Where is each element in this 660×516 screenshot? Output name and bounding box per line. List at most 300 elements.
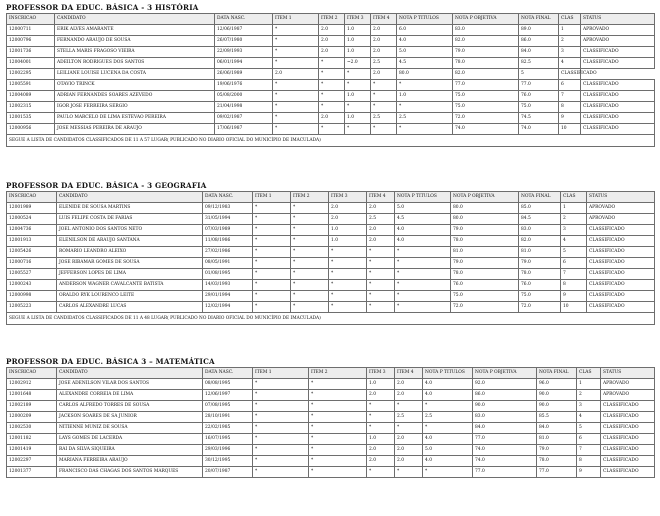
table-cell: 12000796 (7, 36, 55, 47)
table-cell: 2 (577, 390, 601, 401)
table-cell: 8 (559, 102, 581, 113)
table-row (7, 280, 655, 291)
table-cell: 74.0 (453, 124, 519, 135)
table-cell: 12005591 (7, 80, 55, 91)
table-cell: 12000243 (7, 280, 57, 291)
table-cell: 80.0 (397, 69, 453, 80)
table-cell: 75.0 (519, 102, 559, 113)
column-header: ITEM 4 (395, 368, 423, 379)
table-cell: RAI DA SILVA SIQUEIRA (57, 445, 203, 456)
table-cell: 80.0 (451, 203, 519, 214)
table-cell: 3 (561, 225, 587, 236)
column-header: ITEM 4 (371, 14, 397, 25)
table-cell: 1.0 (329, 225, 367, 236)
table-cell: * (253, 214, 291, 225)
continuation-note: SEGUE A LISTA DE CANDIDATOS CLASSIFICADOS DE 11 A 48 LUGAR( PUBLICADO NO DIARIO OFICIAL DO MUNICÍPIO DE IMACULADA) (7, 313, 655, 325)
table-cell: 6 (561, 258, 587, 269)
table-row (7, 269, 655, 280)
table-cell: 2.0 (395, 456, 423, 467)
section-title: PROFESSOR DA EDUC. BÁSICA 3 – MATEMÁTICA (6, 357, 215, 366)
table-cell: ROMARIO LEANDRO ALEIXO (57, 247, 203, 258)
column-header: NOTA P TITULOS (395, 192, 451, 203)
table-cell: JACKSON SOARES DE SA JUNIOR (57, 412, 203, 423)
table-cell: 92.0 (473, 379, 537, 390)
table-cell: 4.5 (395, 214, 451, 225)
table-cell: CLASSIFICADO (581, 113, 655, 124)
table-cell: CLASSIFICADO (581, 80, 655, 91)
table-cell: STELLA MARIS FRAGOSO VIEIRA (55, 47, 215, 58)
table-row (7, 36, 655, 47)
table-cell: 75.0 (519, 291, 561, 302)
table-cell: * (309, 390, 367, 401)
table-cell: APROVADO (587, 214, 655, 225)
table-row (7, 225, 655, 236)
table-cell: JOSE RIBAMAR GOMES DE SOUSA (57, 258, 203, 269)
section-title: PROFESSOR DA EDUC. BÁSICA - 3 HISTÓRIA (6, 3, 199, 12)
table-cell: 12/02/1994 (203, 302, 253, 313)
table-cell: * (253, 291, 291, 302)
table-cell: 77.0 (473, 467, 537, 478)
table-cell: * (309, 379, 367, 390)
table-cell: * (345, 124, 371, 135)
table-cell: * (371, 124, 397, 135)
table-cell: 11/08/1986 (203, 236, 253, 247)
table-cell: * (253, 236, 291, 247)
table-cell: CLASSIFICADO (601, 456, 655, 467)
table-row (7, 456, 655, 467)
table-cell: CLASSIFICADO (601, 401, 655, 412)
table-cell: 78.0 (519, 269, 561, 280)
table-cell: * (309, 423, 367, 434)
table-cell: * (273, 113, 319, 124)
table-cell: 12001736 (7, 47, 55, 58)
table-cell: 2.0 (395, 390, 423, 401)
table-cell: 12000716 (7, 258, 57, 269)
table-cell: * (371, 80, 397, 91)
table-cell: 22/02/1985 (203, 423, 253, 434)
table-cell: 2.0 (395, 379, 423, 390)
table-cell: 7 (561, 269, 587, 280)
header-row (7, 14, 655, 25)
table-cell: 28/10/1991 (203, 412, 253, 423)
table-cell: * (371, 91, 397, 102)
table-cell: 86.0 (473, 390, 537, 401)
table-cell: 12004001 (7, 58, 55, 69)
table-cell: 72.0 (453, 113, 519, 124)
table-cell: 29/03/1996 (203, 445, 253, 456)
table-cell: 6 (577, 434, 601, 445)
table-cell: * (273, 25, 319, 36)
table-body (7, 379, 655, 478)
table-cell: APROVADO (581, 25, 655, 36)
table-cell: 2.0 (329, 203, 367, 214)
table-cell: * (253, 434, 309, 445)
table-cell: 08/05/1991 (203, 258, 253, 269)
table-cell: 5.0 (395, 203, 451, 214)
table-cell: JOSE MESSIAS PEREIRA DE ARAUJO (55, 124, 215, 135)
table-cell: CLASSIFICADO (587, 269, 655, 280)
section-matematica (6, 356, 655, 478)
table-cell: 4.0 (395, 236, 451, 247)
table-cell: 78.0 (537, 456, 577, 467)
table-cell: * (253, 379, 309, 390)
table-cell: * (329, 247, 367, 258)
table-cell: CLASSIFICADO (581, 58, 655, 69)
table-cell: 12004089 (7, 91, 55, 102)
table-cell: 1.0 (367, 434, 395, 445)
table-cell: 90.0 (537, 401, 577, 412)
table-cell: 2.0 (329, 214, 367, 225)
table-cell: 12002530 (7, 423, 57, 434)
table-cell: * (273, 91, 319, 102)
table-cell: 89.0 (519, 25, 559, 36)
table-row (7, 124, 655, 135)
table-cell: 1 (561, 203, 587, 214)
table-cell: 2.0 (319, 47, 345, 58)
column-header: ITEM 3 (345, 14, 371, 25)
table-cell: CLASSIFICADO (581, 47, 655, 58)
table-cell: 82.5 (519, 58, 559, 69)
table-cell: * (329, 280, 367, 291)
table-cell: ELENILSON DE ARAUJO SANTANA (57, 236, 203, 247)
table-cell: 12000711 (7, 25, 55, 36)
table-cell: 1 (559, 25, 581, 36)
table-cell: 4.0 (423, 390, 473, 401)
table-cell: * (367, 269, 395, 280)
table-cell: * (291, 291, 329, 302)
table-row (7, 58, 655, 69)
table-cell: 2.0 (367, 456, 395, 467)
table-cell: * (291, 214, 329, 225)
table-cell: 26/06/1989 (215, 69, 273, 80)
table-cell: 4 (561, 236, 587, 247)
table-cell: ADEILTON RODRIGUES DOS SANTOS (55, 58, 215, 69)
table-cell: * (253, 412, 309, 423)
table-cell: 90.0 (537, 390, 577, 401)
table-cell: 79.0 (453, 47, 519, 58)
table-cell: 22/09/1993 (215, 47, 273, 58)
table-cell: 2 (561, 214, 587, 225)
table-row (7, 423, 655, 434)
table-cell: 3 (577, 401, 601, 412)
column-header: STATUS (601, 368, 655, 379)
table-cell: 7 (559, 91, 581, 102)
table-row (7, 91, 655, 102)
table-cell: 12001648 (7, 390, 57, 401)
table-cell: * (291, 225, 329, 236)
table-cell: 2.0 (273, 69, 319, 80)
table-cell: 75.0 (451, 291, 519, 302)
table-cell: 2.0 (367, 225, 395, 236)
table-cell: * (253, 269, 291, 280)
table-row (7, 236, 655, 247)
table-cell: CLASSIFICADO (587, 291, 655, 302)
table-cell: 2.0 (395, 445, 423, 456)
table-cell: * (367, 247, 395, 258)
table-cell: * (253, 401, 309, 412)
table-row (7, 379, 655, 390)
table-cell: FERNANDO ARAUJO DE SOUSA (55, 36, 215, 47)
table-cell: * (253, 302, 291, 313)
table-cell: 2.5 (423, 412, 473, 423)
table-cell: * (345, 69, 371, 80)
table-cell: 12002295 (7, 69, 55, 80)
table-cell: 12001182 (7, 434, 57, 445)
table-cell: 10 (561, 302, 587, 313)
table-cell: 85.0 (519, 203, 561, 214)
table-cell: * (253, 390, 309, 401)
table-cell: 31/05/1994 (203, 214, 253, 225)
table-cell: 78.0 (453, 58, 519, 69)
table-cell: 96.0 (537, 379, 577, 390)
table-cell: * (309, 401, 367, 412)
table-cell: ADRIAN FERNANDES SOARES AZEVEDO (55, 91, 215, 102)
table-cell: * (253, 467, 309, 478)
table-cell: 1.0 (345, 47, 371, 58)
column-header: ITEM 3 (329, 192, 367, 203)
table-cell: * (291, 269, 329, 280)
table-cell: CARLOS ALEXANDRE LUCAS (57, 302, 203, 313)
table-cell: 12/06/1987 (215, 25, 273, 36)
table-cell: 08/08/1995 (203, 379, 253, 390)
table-cell: 1.0 (329, 236, 367, 247)
column-header: DATA NASC. (203, 192, 253, 203)
table-cell: 12005223 (7, 302, 57, 313)
table-cell: ANDERSON WAGNER CAVALCANTE BATISTA (57, 280, 203, 291)
table-cell: 19/06/1976 (215, 80, 273, 91)
table-cell: 2.0 (367, 203, 395, 214)
table-row (7, 401, 655, 412)
table-cell: 4.0 (397, 36, 453, 47)
table-cell: CLASSIFICADO (587, 280, 655, 291)
table-cell: LAYS GOMES DE LACERDA (57, 434, 203, 445)
table-cell: ELENIDE DE SOUSA MARTINS (57, 203, 203, 214)
table-cell: * (291, 302, 329, 313)
column-header: ITEM 1 (253, 192, 291, 203)
table-cell: * (395, 401, 423, 412)
table-cell: * (395, 302, 451, 313)
table-cell: 4 (559, 58, 581, 69)
table-cell: CLASSIFICADO (587, 302, 655, 313)
table-cell: 07/03/1989 (203, 225, 253, 236)
table-cell: ALEXANDRE CORREIA DE LIMA (57, 390, 203, 401)
table-cell: 77.0 (473, 434, 537, 445)
table-cell: 5 (577, 423, 601, 434)
table-cell: 27/02/1986 (203, 247, 253, 258)
table-cell: * (367, 401, 395, 412)
table-cell: 78.0 (451, 236, 519, 247)
table-cell: * (291, 280, 329, 291)
note-row (7, 135, 655, 147)
column-header: CANDIDATO (57, 192, 203, 203)
table-cell: 81.0 (519, 247, 561, 258)
table-row (7, 445, 655, 456)
table-cell: 12000209 (7, 412, 57, 423)
table-cell: CLASSIFICADO (601, 412, 655, 423)
table-cell: JOSE ADENILSON VILAR DOS SANTOS (57, 379, 203, 390)
table-cell: 2.5 (395, 412, 423, 423)
column-header: INSCRICAO (7, 192, 57, 203)
table-cell: JEFFERSON LOPES DE LIMA (57, 269, 203, 280)
table-row (7, 47, 655, 58)
table-cell: * (253, 225, 291, 236)
table-cell: 2.0 (367, 445, 395, 456)
table-cell: MARIANA FERREIRA ARAUJO (57, 456, 203, 467)
table-cell: ~2.0 (345, 58, 371, 69)
table-cell: 75.0 (453, 102, 519, 113)
table-cell: 5.0 (423, 445, 473, 456)
table-cell: ORALDO RYK LOURENCO LEITE (57, 291, 203, 302)
column-header: NOTA P OBJETIVA (453, 14, 519, 25)
table-cell: * (367, 280, 395, 291)
table-cell: JOEL ANTONIO DOS SANTOS NETO (57, 225, 203, 236)
table-cell: NITIENNE MUNIZ DE SOUSA (57, 423, 203, 434)
table-cell: 2.0 (395, 434, 423, 445)
table-cell: * (319, 124, 345, 135)
column-header: ITEM 3 (367, 368, 395, 379)
table-cell: 12004736 (7, 225, 57, 236)
table-cell: * (329, 291, 367, 302)
table-cell: 29/01/1994 (203, 291, 253, 302)
table-cell: * (371, 102, 397, 113)
table-cell: 12002912 (7, 379, 57, 390)
table-cell: 74.0 (473, 456, 537, 467)
table-cell: 7 (577, 445, 601, 456)
table-cell: * (395, 258, 451, 269)
table-header (7, 14, 655, 25)
table-row (7, 203, 655, 214)
table-cell: * (273, 124, 319, 135)
table-cell: * (395, 247, 451, 258)
table-cell: 01/08/1995 (203, 269, 253, 280)
table-cell: * (309, 445, 367, 456)
table-cell: 1 (577, 379, 601, 390)
column-header: STATUS (587, 192, 655, 203)
table-cell: * (397, 80, 453, 91)
table-cell: 2.5 (371, 113, 397, 124)
table-cell: * (309, 434, 367, 445)
table-cell: 2.5 (397, 113, 453, 124)
column-header: CLAS (559, 14, 581, 25)
table-cell: * (309, 467, 367, 478)
table-cell: LUIS FELIPE COSTA DE FARIAS (57, 214, 203, 225)
table-cell: 78.0 (451, 269, 519, 280)
column-header: CLAS (561, 192, 587, 203)
table-cell: 17/06/1987 (215, 124, 273, 135)
table-cell: 12002297 (7, 456, 57, 467)
table-row (7, 25, 655, 36)
table-cell: * (319, 69, 345, 80)
table-cell: CLASSIFICADO (587, 225, 655, 236)
table-cell: 84.0 (473, 423, 537, 434)
table-cell: CLASSIFICADO (601, 445, 655, 456)
table-cell: 1.0 (397, 91, 453, 102)
column-header: DATA NASC. (203, 368, 253, 379)
column-header: ITEM 2 (291, 192, 329, 203)
table-cell: 09/02/1987 (215, 113, 273, 124)
table-row (7, 390, 655, 401)
column-header: INSCRICAO (7, 368, 57, 379)
table-cell: * (395, 423, 423, 434)
table-cell: 12001377 (7, 467, 57, 478)
table-cell: * (291, 258, 329, 269)
header-row (7, 192, 655, 203)
table-cell: * (367, 467, 395, 478)
table-cell: 80.0 (451, 214, 519, 225)
table-body (7, 25, 655, 147)
table-cell: 6.0 (397, 25, 453, 36)
table-row (7, 412, 655, 423)
table-cell: * (319, 80, 345, 91)
table-cell: 3 (559, 47, 581, 58)
table-cell: 86.0 (519, 36, 559, 47)
column-header: ITEM 1 (273, 14, 319, 25)
table-cell: CLASSIFICADO (587, 258, 655, 269)
table-cell: * (319, 91, 345, 102)
table-cell: * (395, 269, 451, 280)
column-header: ITEM 4 (367, 192, 395, 203)
table-cell: OTAVIO TRINCK (55, 80, 215, 91)
table-row (7, 434, 655, 445)
table-cell: 2.0 (371, 47, 397, 58)
table-cell: 74.0 (519, 124, 559, 135)
table-cell: 84.5 (519, 214, 561, 225)
table-cell: 4.0 (423, 456, 473, 467)
table-cell: CLASSIFICADO (581, 91, 655, 102)
column-header: ITEM 2 (319, 14, 345, 25)
column-header: CLAS (577, 368, 601, 379)
table-cell: 09/12/1983 (203, 203, 253, 214)
table-cell: 12/06/1997 (203, 390, 253, 401)
table-cell: APROVADO (587, 203, 655, 214)
table-cell: * (291, 203, 329, 214)
column-header: NOTA FINAL (537, 368, 577, 379)
table-cell: 12005527 (7, 269, 57, 280)
table-cell: 2.0 (319, 25, 345, 36)
table-cell: * (395, 291, 451, 302)
table-cell: 4 (577, 412, 601, 423)
table-cell: 1.0 (345, 113, 371, 124)
table-cell: APROVADO (581, 36, 655, 47)
note-row (7, 313, 655, 325)
table-cell: 12005426 (7, 247, 57, 258)
table-cell: * (423, 423, 473, 434)
table-cell: 12001535 (7, 113, 55, 124)
table-cell: * (253, 445, 309, 456)
table-cell: * (273, 102, 319, 113)
table-cell: 83.0 (473, 412, 537, 423)
table-cell: * (367, 423, 395, 434)
table-cell: * (319, 102, 345, 113)
column-header: INSCRICAO (7, 14, 55, 25)
table-cell: * (273, 58, 319, 69)
table-cell: 2.5 (371, 58, 397, 69)
table-cell: CLASSIFICADO (581, 124, 655, 135)
table-cell: CLASSIFICADO (601, 467, 655, 478)
table-cell: 2.5 (367, 214, 395, 225)
table-cell: 81.0 (537, 434, 577, 445)
table-cell: 79.0 (519, 258, 561, 269)
table-cell: * (367, 258, 395, 269)
table-cell: 1.0 (367, 379, 395, 390)
table-cell: CLASSIFICADO (601, 434, 655, 445)
table-cell: * (253, 258, 291, 269)
table-row (7, 258, 655, 269)
column-header: NOTA P TITULOS (423, 368, 473, 379)
table-cell: * (309, 412, 367, 423)
table-cell: 5 (561, 247, 587, 258)
table-row (7, 80, 655, 91)
